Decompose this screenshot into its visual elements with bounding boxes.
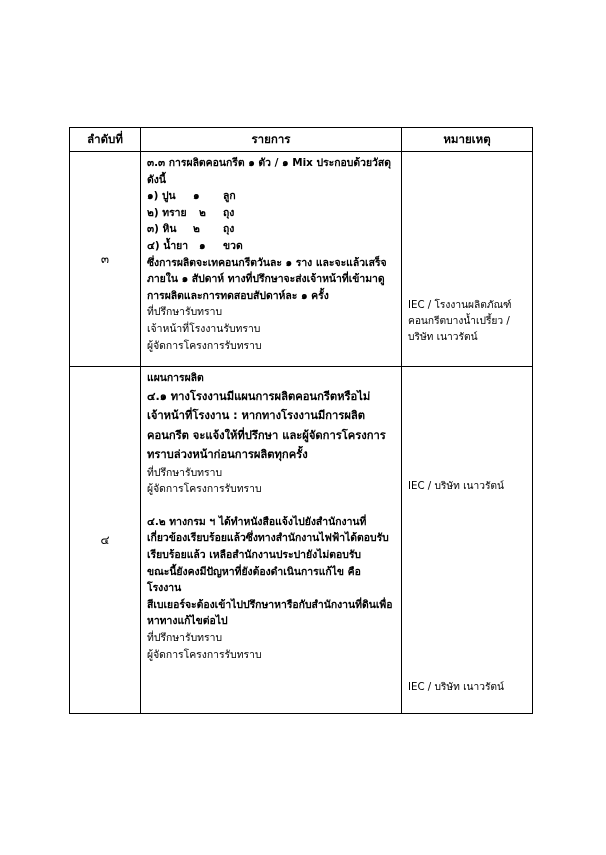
remark-line: บริษัท เนาวรัตน์: [408, 332, 478, 343]
material-unit: ถุง: [223, 223, 235, 236]
material-qty: ๒: [193, 223, 200, 236]
acknowledgement: ที่ปรึกษารับทราบ: [147, 466, 223, 479]
section-heading: แผนการผลิต: [147, 372, 204, 384]
paragraph-line: หาทางแก้ไขต่อไป: [147, 615, 228, 628]
acknowledgement: ที่ปรึกษารับทราบ: [147, 306, 223, 319]
acknowledgement: ผู้จัดการโครงการรับทราบ: [147, 483, 262, 496]
material-name: ๔) น้ำยา: [147, 239, 189, 252]
remark-line: คอนกรีตบางน้ำเปรี้ยว /: [408, 316, 510, 327]
item-body-line: การผลิตและการทดสอบสัปดาห์ละ ๑ ครั้ง: [147, 289, 329, 302]
paragraph-line: เจ้าหน้าที่โรงงาน : หากทางโรงงานมีการผลิต: [147, 409, 366, 423]
header-items: รายการ: [141, 128, 402, 152]
material-qty: ๑: [199, 239, 206, 252]
material-unit: ถุง: [223, 206, 235, 219]
row-remark: [402, 152, 533, 367]
remark-line: IEC / บริษัท เนาวรัตน์: [408, 682, 505, 693]
paragraph-line: เกี่ยวข้องเรียบร้อยแล้วซึ่งทางสำนักงานไฟฟ้าได้ตอบรับ: [147, 532, 389, 545]
header-remarks: หมายเหตุ: [402, 128, 533, 152]
header-order: ลำดับที่: [70, 128, 141, 152]
row-number: ๓: [70, 152, 141, 367]
paragraph-line: ทราบล่วงหน้าก่อนการผลิตทุกครั้ง: [147, 448, 308, 462]
material-name: ๒) ทราย: [147, 206, 187, 219]
paragraph-line: คอนกรีต จะแจ้งให้ที่ปรึกษา และผู้จัดการโครงการ: [147, 428, 386, 442]
paragraph-line: ๔.๑ ทางโรงงานมีแผนการผลิตคอนกรีตหรือไม่: [147, 389, 371, 403]
acknowledgement: ผู้จัดการโครงการรับทราบ: [147, 339, 262, 352]
material-line: [147, 238, 395, 255]
item-title: ๓.๓ การผลิตคอนกรีต ๑ ตัว / ๑ Mix ประกอบด้วยวัสดุ: [147, 157, 391, 169]
header-row: [70, 128, 533, 152]
row-remark: [402, 367, 533, 714]
item-body-line: ภายใน ๑ สัปดาห์ ทางที่ปรึกษาจะส่งเจ้าหน้าที่เข้ามาดู: [147, 273, 385, 286]
paragraph-line: เรียบร้อยแล้ว เหลือสำนักงานประปายังไม่ตอบรับ: [147, 548, 362, 561]
remark-line: IEC / โรงงานผลิตภัณฑ์: [408, 300, 512, 311]
table-row: [70, 152, 533, 367]
material-line: [147, 188, 395, 205]
material-line: [147, 205, 395, 222]
acknowledgement: เจ้าหน้าที่โรงงานรับทราบ: [147, 322, 261, 335]
paragraph-line: ขณะนี้ยังคงมีปัญหาที่ยังต้องดำเนินการแก้ไข คือ โรงงาน: [147, 565, 361, 595]
row-content: [141, 152, 402, 367]
table-row: [70, 367, 533, 714]
item-title-cont: ดังนี้: [147, 173, 166, 186]
paragraph-line: สีเบเยอร์จะต้องเข้าไปปรึกษาหารือกับสำนักงานที่ดินเพื่อ: [147, 598, 393, 611]
material-qty: ๑: [193, 190, 200, 203]
material-line: [147, 221, 395, 238]
item-body-line: ซึ่งการผลิตจะเทคอนกรีตวันละ ๑ ราง และจะแล้วเสร็จ: [147, 256, 387, 269]
row-number: ๔: [70, 367, 141, 714]
minutes-table: [69, 127, 533, 714]
material-unit: ขวด: [223, 239, 243, 252]
acknowledgement: ผู้จัดการโครงการรับทราบ: [147, 648, 262, 661]
remark-line: IEC / บริษัท เนาวรัตน์: [408, 481, 505, 492]
acknowledgement: ที่ปรึกษารับทราบ: [147, 631, 223, 644]
material-name: ๓) หิน: [147, 223, 177, 236]
material-unit: ลูก: [223, 190, 236, 203]
material-name: ๑) ปูน: [147, 190, 176, 203]
row-content: [141, 367, 402, 714]
material-qty: ๒: [199, 206, 206, 219]
paragraph-line: ๔.๒ ทางกรม ฯ ได้ทำหนังสือแจ้งไปยังสำนักงานที่: [147, 515, 367, 528]
